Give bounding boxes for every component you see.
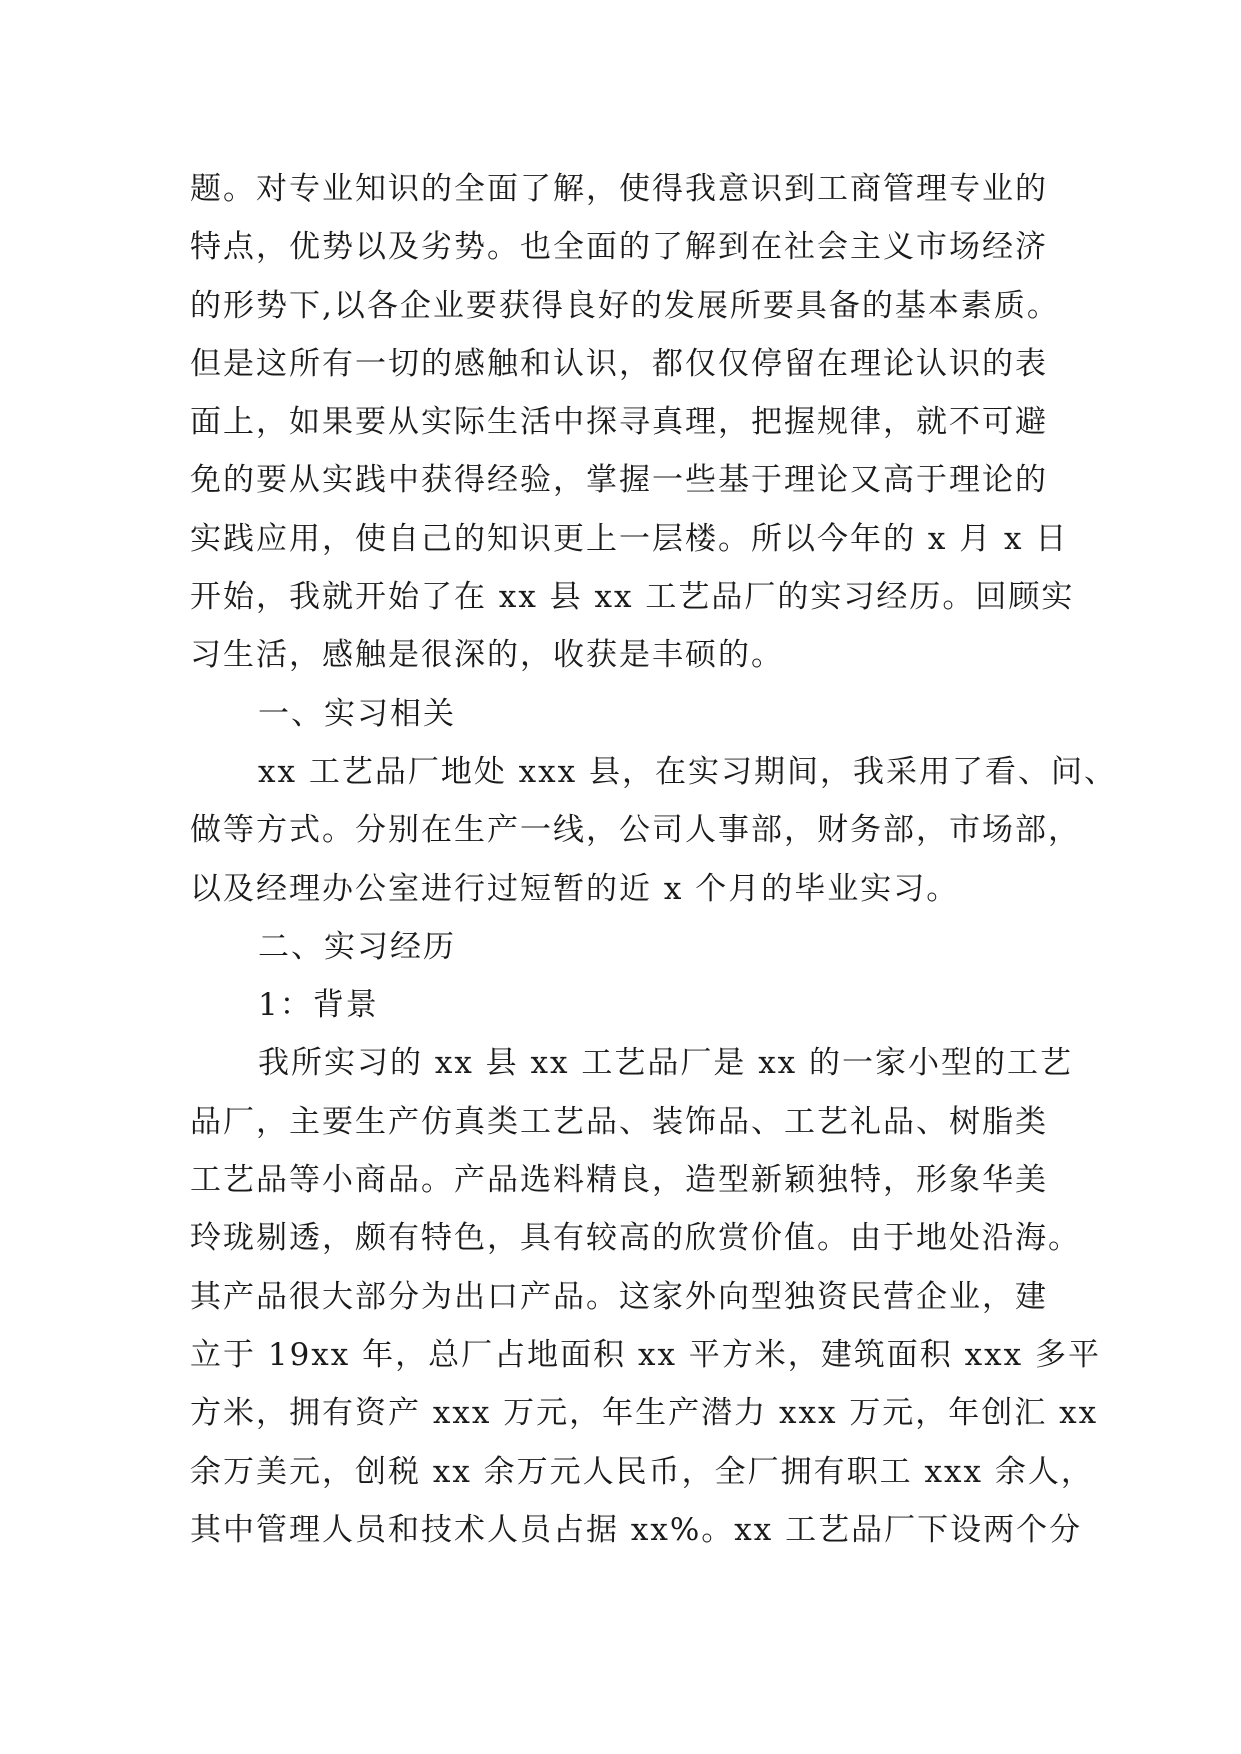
text-line: 面上，如果要从实际生活中探寻真理，把握规律，就不可避 bbox=[190, 404, 1048, 441]
text-line: 二、实习经历 bbox=[258, 928, 456, 965]
text-line: 一、实习相关 bbox=[258, 695, 456, 732]
text-line: 立于 19xx 年，总厂占地面积 xx 平方米，建筑面积 xxx 多平 bbox=[190, 1336, 1101, 1373]
text-line: 免的要从实践中获得经验，掌握一些基于理论又高于理论的 bbox=[190, 462, 1048, 499]
text-line: 其产品很大部分为出口产品。这家外向型独资民营企业，建 bbox=[190, 1278, 1048, 1315]
text-line: 方米，拥有资产 xxx 万元，年生产潜力 xxx 万元，年创汇 xx bbox=[190, 1395, 1099, 1432]
text-line: 开始，我就开始了在 xx 县 xx 工艺品厂的实习经历。回顾实 bbox=[190, 579, 1075, 616]
document-body bbox=[190, 160, 1117, 1559]
text-line: 习生活，感触是很深的，收获是丰硕的。 bbox=[190, 637, 784, 674]
text-line: 实践应用，使自己的知识更上一层楼。所以今年的 x 月 x 日 bbox=[190, 520, 1069, 557]
text-line: 特点，优势以及劣势。也全面的了解到在社会主义市场经济 bbox=[190, 229, 1048, 266]
text-line: 但是这所有一切的感触和认识，都仅仅停留在理论认识的表 bbox=[190, 345, 1048, 382]
text-line: 余万美元，创税 xx 余万元人民币，全厂拥有职工 xxx 余人， bbox=[190, 1453, 1094, 1490]
text-line: xx 工艺品厂地处 xxx 县，在实习期间，我采用了看、问、 bbox=[258, 753, 1117, 790]
text-line: 的形势下,以各企业要获得良好的发展所要具备的基本素质。 bbox=[190, 287, 1060, 324]
text-line: 1：背景 bbox=[258, 987, 379, 1024]
text-line: 玲珑剔透，颇有特色，具有较高的欣赏价值。由于地处沿海。 bbox=[190, 1220, 1081, 1257]
text-line: 做等方式。分别在生产一线，公司人事部，财务部，市场部， bbox=[190, 812, 1081, 849]
text-line: 品厂，主要生产仿真类工艺品、装饰品、工艺礼品、树脂类 bbox=[190, 1103, 1048, 1140]
text-line: 题。对专业知识的全面了解，使得我意识到工商管理专业的 bbox=[190, 171, 1048, 207]
text-line: 工艺品等小商品。产品选料精良，造型新颖独特，形象华美 bbox=[190, 1162, 1048, 1199]
text-line: 我所实习的 xx 县 xx 工艺品厂是 xx 的一家小型的工艺 bbox=[258, 1045, 1074, 1082]
text-line: 其中管理人员和技术人员占据 xx%。xx 工艺品厂下设两个分 bbox=[190, 1511, 1083, 1548]
text-line: 以及经理办公室进行过短暂的近 x 个月的毕业实习。 bbox=[190, 870, 960, 907]
